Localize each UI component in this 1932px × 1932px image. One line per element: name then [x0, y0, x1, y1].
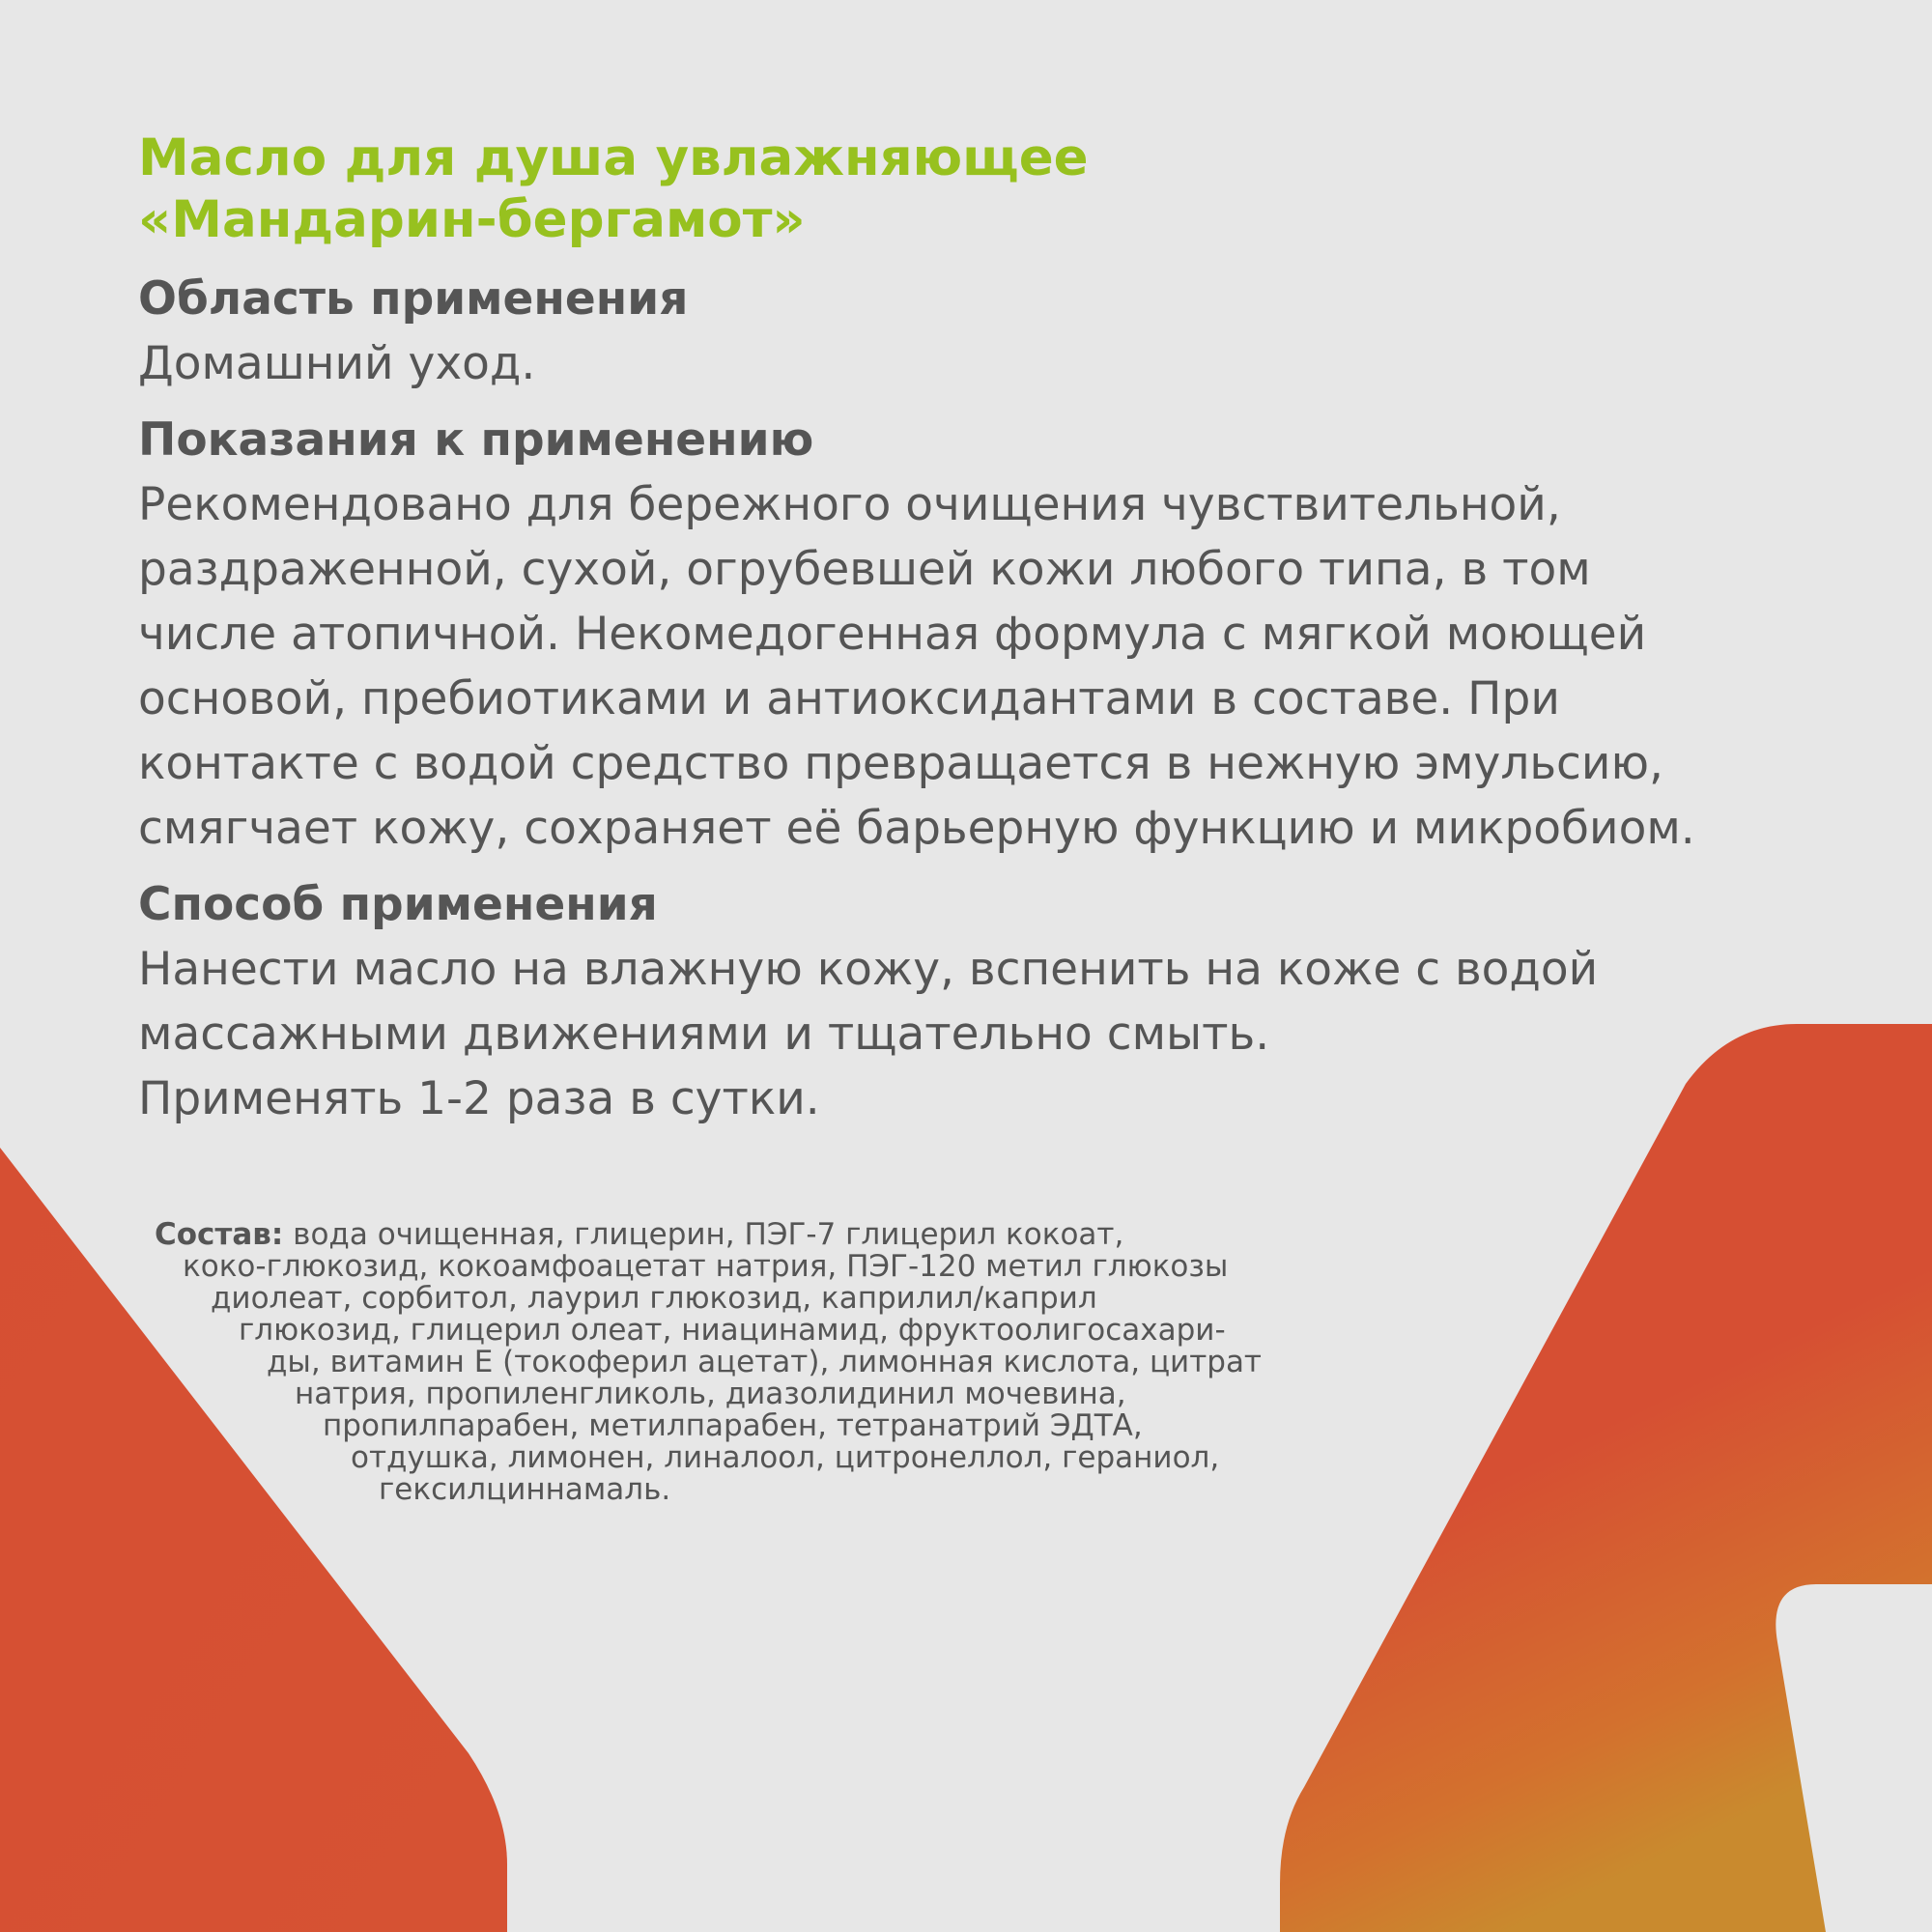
- section-heading: Способ применения: [138, 878, 658, 931]
- section-heading: Показания к применению: [138, 413, 814, 467]
- composition-line: ды, витамин Е (токоферил ацетат), лимонная кислота, цитрат: [267, 1345, 1262, 1379]
- text-line: раздраженной, сухой, огрубевшей кожи любого типа, в том: [138, 543, 1591, 596]
- text-line: смягчает кожу, сохраняет её барьерную функцию и микробиом.: [138, 802, 1695, 855]
- composition-line: глюкозид, глицерил олеат, ниацинамид, фруктоолигосахари-: [239, 1313, 1226, 1348]
- composition-text: вода очищенная, глицерин, ПЭГ-7 глицерил кокоат,: [283, 1217, 1124, 1252]
- section-application-area: [138, 267, 1877, 396]
- text-line: Нанести масло на влажную кожу, вспенить на коже с водой: [138, 943, 1599, 996]
- title-line: Масло для душа увлажняющее: [138, 128, 1089, 187]
- composition-label: Состав:: [155, 1217, 284, 1252]
- composition-line: натрия, пропиленгликоль, диазолидинил мочевина,: [295, 1377, 1126, 1411]
- section-heading: Область применения: [138, 272, 689, 326]
- text-line: контакте с водой средство превращается в нежную эмульсию,: [138, 737, 1663, 790]
- composition-block: [155, 1219, 1449, 1506]
- composition-line: гексилциннамаль.: [379, 1472, 671, 1507]
- text-line: Применять 1-2 раза в сутки.: [138, 1072, 820, 1125]
- title-line: «Мандарин-бергамот»: [138, 190, 806, 249]
- section-indications: [138, 408, 1877, 861]
- composition-line: диолеат, сорбитол, лаурил глюкозид, каприлил/каприл: [211, 1281, 1097, 1316]
- product-title: [138, 128, 1877, 251]
- section-text: [138, 472, 1877, 861]
- text-line: Рекомендовано для бережного очищения чувствительной,: [138, 478, 1561, 531]
- text-line: Домашний уход.: [138, 337, 536, 390]
- composition-line: отдушка, лимонен, линалоол, цитронеллол, гераниол,: [351, 1440, 1220, 1475]
- text-line: основой, пребиотиками и антиоксидантами в составе. При: [138, 672, 1560, 725]
- text-line: числе атопичной. Некомедогенная формула с мягкой моющей: [138, 608, 1647, 661]
- section-text: [138, 331, 1877, 396]
- composition-line: пропилпарабен, метилпарабен, тетранатрий ЭДТА,: [323, 1408, 1143, 1443]
- section-text: [138, 937, 1877, 1131]
- text-line: массажными движениями и тщательно смыть.: [138, 1008, 1270, 1061]
- composition-line: коко-глюкозид, кокоамфоацетат натрия, ПЭГ-120 метил глюкозы: [183, 1249, 1229, 1284]
- section-usage: [138, 872, 1877, 1131]
- composition-line: [155, 1219, 1449, 1251]
- product-info: [138, 128, 1877, 1131]
